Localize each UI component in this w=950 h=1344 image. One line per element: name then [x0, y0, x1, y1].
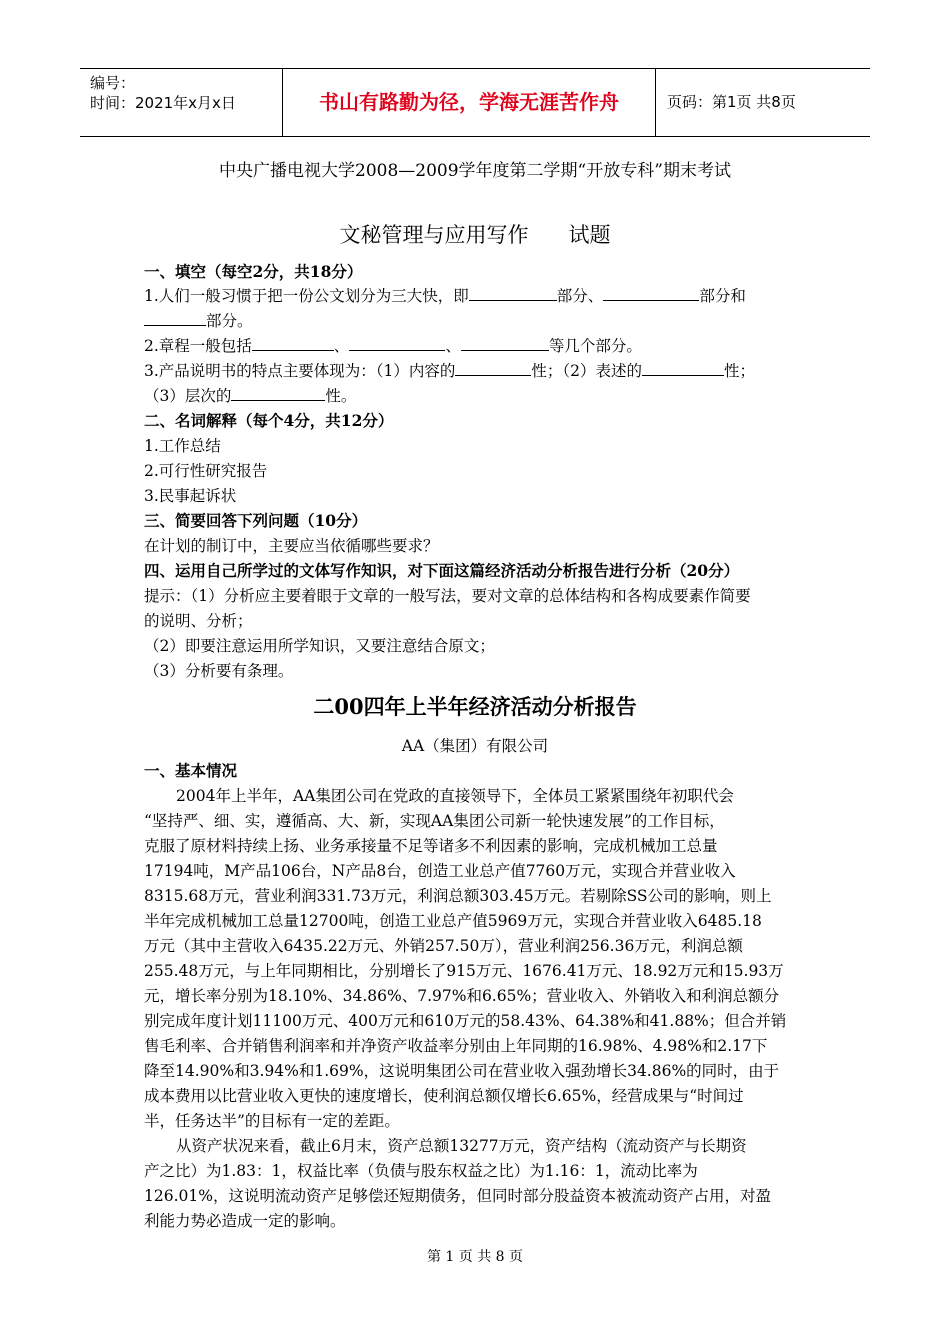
header-meta	[80, 69, 282, 136]
blank	[469, 286, 557, 301]
para-line: “坚持严、细、实，遵循高、大、新，实现AA集团公司新一轮快速发展”的工作目标，	[144, 812, 725, 830]
q2-text-d: 等几个部分。	[548, 337, 642, 355]
hint-line: （2）即要注意运用所学知识，又要注意结合原文；	[144, 637, 495, 655]
q1-text-d: 部分。	[206, 312, 253, 330]
term-item: 3.民事起诉状	[144, 487, 237, 505]
page-header	[80, 68, 870, 137]
blank	[144, 311, 206, 326]
para-line: 别完成年度计划11100万元、400万元和610万元的58.43%、64.38%和41.88%；但合并销	[144, 1012, 787, 1030]
para-line: 利能力势必造成一定的影响。	[144, 1212, 346, 1230]
report-heading1: 一、基本情况	[144, 761, 238, 780]
q3-text-a: 3.产品说明书的特点主要体现为：（1）内容的	[144, 362, 456, 380]
section4-heading: 四、运用自己所学过的文体写作知识，对下面这篇经济活动分析报告进行分析（20分）	[144, 561, 740, 580]
hint-line: （3）分析要有条理。	[144, 662, 294, 680]
para-line: 2004年上半年，AA集团公司在党政的直接领导下，全体员工紧紧围绕年初职代会	[176, 787, 734, 805]
report-org: AA（集团）有限公司	[401, 737, 549, 755]
para-line: 255.48万元，与上年同期相比，分别增长了915万元、1676.41万元、18.92万元和15.93万	[144, 962, 784, 980]
term-item: 1.工作总结	[144, 437, 221, 455]
header-motto: 书山有路勤为径，学海无涯苦作舟	[282, 69, 656, 136]
para-line: 元，增长率分别为18.10%、34.86%、7.97%和6.65%；营业收入、外销收入和利润总额分	[144, 987, 780, 1005]
para-line: 售毛利率、合并销售利润率和并净资产收益率分别由上年同期的16.98%、4.98%和2.17下	[144, 1037, 768, 1055]
report-title: 二00四年上半年经济活动分析报告	[313, 694, 637, 719]
para-line: 成本费用以比营业收入更快的速度增长，使利润总额仅增长6.65%，经营成果与“时间过	[144, 1087, 744, 1105]
para-line: 8315.68万元，营业利润331.73万元，利润总额303.45万元。若剔除SS公司的影响，则上	[144, 887, 772, 905]
para-line: 17194吨，M产品106台，N产品8台，创造工业总产值7760万元，实现合并营业收入	[144, 862, 736, 880]
page-footer: 第 1 页 共 8 页	[426, 1249, 524, 1265]
para-line: 降至14.90%和3.94%和1.69%，这说明集团公司在营业收入强劲增长34.86%的同时，由于	[144, 1062, 780, 1080]
q3-cont	[144, 386, 356, 406]
q1	[144, 286, 746, 306]
subject-title: 文秘管理与应用写作 试题	[339, 223, 611, 247]
blank	[231, 386, 325, 401]
q2-text-a: 2.章程一般包括	[144, 337, 252, 355]
q2-text-c: 、	[445, 337, 461, 355]
q3-text-d: （3）层次的	[144, 387, 232, 405]
blank	[603, 286, 699, 301]
para-line: 126.01%，这说明流动资产足够偿还短期债务，但同时部分股益资本被流动资产占用，对盈	[144, 1187, 771, 1205]
para-line: 产之比）为1.83：1，权益比率（负债与股东权益之比）为1.16：1，流动比率为	[144, 1162, 698, 1180]
q2	[144, 336, 642, 356]
header-date: 时间：2021年x月x日	[90, 94, 236, 112]
q2-text-b: 、	[333, 337, 350, 355]
hint-line: 提示：（1）分析应主要着眼于文章的一般写法，要对文章的总体结构和各构成要素作简要	[144, 587, 751, 605]
blank	[461, 336, 549, 351]
q3-text-b: 性；（2）表述的	[531, 362, 643, 380]
term-item: 2.可行性研究报告	[144, 462, 268, 480]
section3-question: 在计划的制订中，主要应当依循哪些要求？	[144, 537, 439, 555]
section1-heading: 一、填空（每空2分，共18分）	[144, 262, 363, 281]
q3	[144, 361, 755, 381]
section3-heading: 三、简要回答下列问题（10分）	[144, 511, 368, 530]
q1-cont	[144, 311, 253, 331]
hint-line: 的说明、分析；	[144, 612, 253, 630]
q1-text-a: 1.人们一般习惯于把一份公文划分为三大快，即	[144, 287, 469, 305]
q1-text-b: 部分、	[556, 287, 604, 305]
blank	[455, 361, 531, 376]
para-line: 从资产状况来看，截止6月末，资产总额13277万元，资产结构（流动资产与长期资	[176, 1137, 747, 1155]
blank	[349, 336, 445, 351]
exam-title: 中央广播电视大学2008—2009学年度第二学期“开放专科”期末考试	[219, 161, 731, 181]
para-line: 克服了原材料持续上扬、业务承接量不足等诸多不利因素的影响，完成机械加工总量	[144, 837, 718, 855]
header-page: 页码：第1页 共8页	[667, 93, 796, 111]
para-line: 万元（其中主营收入6435.22万元、外销257.50万），营业利润256.36万元，利润总额	[144, 937, 743, 955]
q3-text-e: 性。	[325, 387, 357, 405]
q1-text-c: 部分和	[699, 287, 746, 305]
para-line: 半，任务达半”的目标有一定的差距。	[144, 1112, 400, 1130]
para-line: 半年完成机械加工总量12700吨，创造工业总产值5969万元，实现合并营业收入6485.18	[144, 912, 762, 930]
header-number: 编号：	[90, 74, 136, 92]
blank	[642, 361, 724, 376]
section2-heading: 二、名词解释（每个4分，共12分）	[144, 411, 394, 430]
q3-text-c: 性；	[724, 362, 756, 380]
blank	[252, 336, 334, 351]
